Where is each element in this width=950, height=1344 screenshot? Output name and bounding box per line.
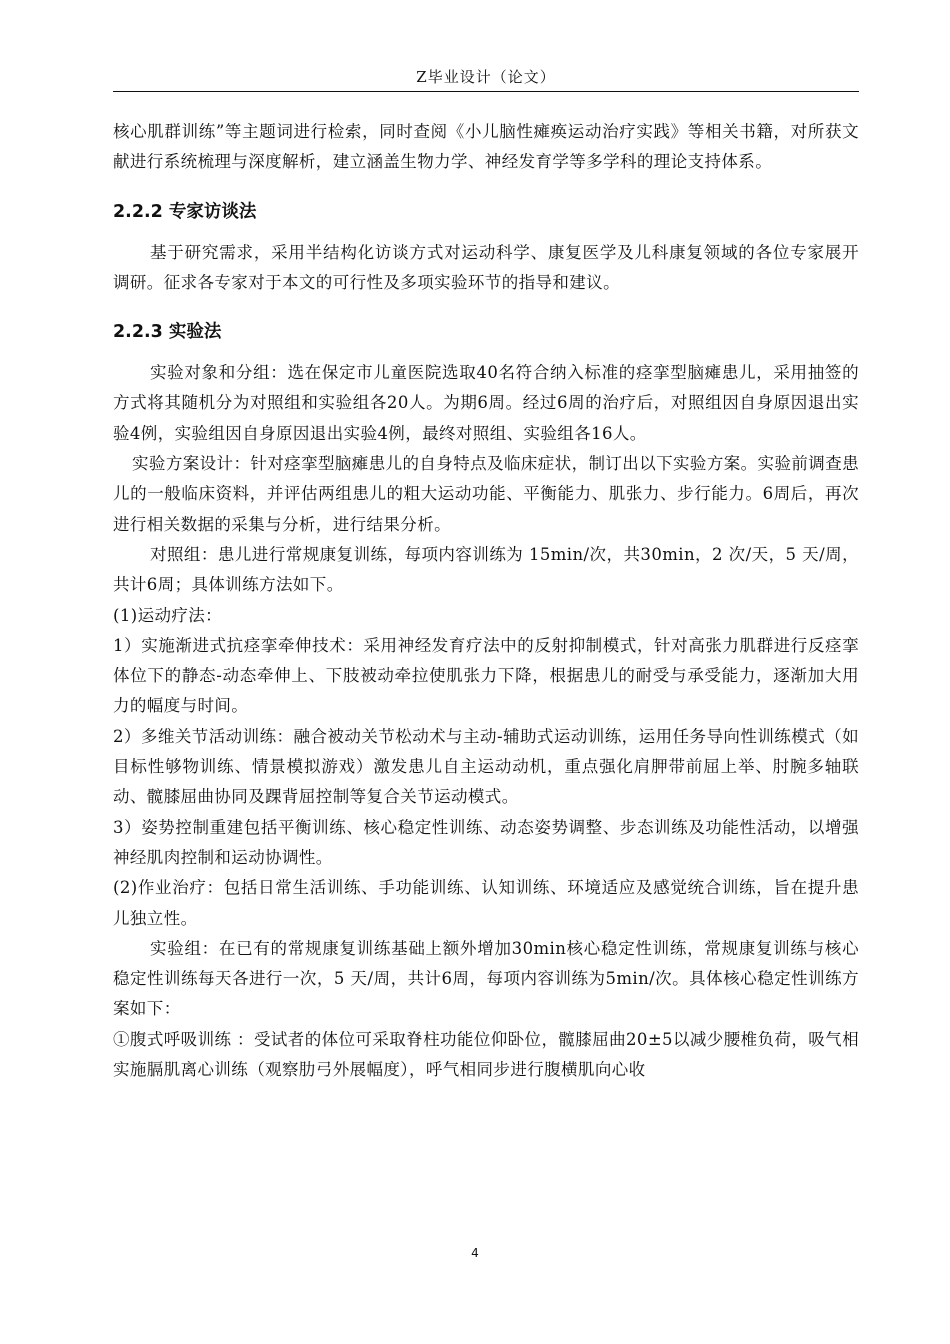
section-heading-2-2-2: 2.2.2 专家访谈法	[113, 201, 257, 222]
paragraph-control-group: 对照组：患儿进行常规康复训练，每项内容训练为 15min/次，共30min，2 次/天，5 天/周，共计6周；具体训练方法如下。	[113, 544, 859, 595]
header-divider	[113, 91, 859, 92]
document-body	[113, 117, 859, 1085]
paragraph-experiment-group: 实验组：在已有的常规康复训练基础上额外增加30min核心稳定性训练，常规康复训练与核心稳定性训练每天各进行一次，5 天/周，共计6周，每项内容训练为5min/次。具体核心稳定性训练方案如下：	[113, 938, 859, 1019]
paragraph-expert-interview: 基于研究需求，采用半结构化访谈方式对运动科学、康复医学及儿科康复领域的各位专家展开调研。征求各专家对于本文的可行性及多项实验环节的指导和建议。	[113, 242, 859, 292]
paragraph-joint-training: 2）多维关节活动训练：融合被动关节松动术与主动-辅助式运动训练，运用任务导向性训练模式（如目标性够物训练、情景模拟游戏）激发患儿自主运动动机，重点强化肩胛带前屈上举、肘腕多轴联动、髋膝屈曲协同及踝背屈控制等复合关节运动模式。	[113, 726, 859, 807]
page-header: Z毕业设计（论文）	[416, 68, 556, 86]
paragraph-exercise-therapy-title: (1)运动疗法：	[113, 605, 223, 625]
paragraph-subjects-grouping: 实验对象和分组：选在保定市儿童医院选取40名符合纳入标准的痉挛型脑瘫患儿，采用抽签的方式将其随机分为对照组和实验组各20人。为期6周。经过6周的治疗后，对照组因自身原因退出实验4例，实验组因自身原因退出实验4例，最终对照组、实验组各16人。	[113, 363, 859, 443]
section-heading-2-2-3: 2.2.3 实验法	[113, 322, 222, 343]
paragraph-abdominal-breathing: ①腹式呼吸训练 ：受试者的体位可采取脊柱功能位仰卧位，髋膝屈曲20±5以减少腰椎负荷，吸气相实施膈肌离心训练（观察肋弓外展幅度），呼气相同步进行腹横肌向心收	[113, 1029, 859, 1080]
paragraph-experiment-design: 实验方案设计：针对痉挛型脑瘫患儿的自身特点及临床症状，制订出以下实验方案。实验前调查患儿的一般临床资料，并评估两组患儿的粗大运动功能、平衡能力、肌张力、步行能力。6周后，再次进行相关数据的采集与分析，进行结果分析。	[113, 454, 859, 534]
paragraph-literature-continued: 核心肌群训练”等主题词进行检索，同时查阅《小儿脑性瘫痪运动治疗实践》等相关书籍，对所获文献进行系统梳理与深度解析，建立涵盖生物力学、神经发育学等多学科的理论支持体系。	[113, 122, 859, 172]
paragraph-posture-control: 3）姿势控制重建包括平衡训练、核心稳定性训练、动态姿势调整、步态训练及功能性活动，以增强神经肌肉控制和运动协调性。	[113, 817, 859, 867]
page-number: 4	[471, 1246, 479, 1260]
paragraph-stretching: 1）实施渐进式抗痉挛牵伸技术：采用神经发育疗法中的反射抑制模式，针对高张力肌群进行反痉挛体位下的静态-动态牵伸上、下肢被动牵拉使肌张力下降，根据患儿的耐受与承受能力，逐渐加大用力的幅度与时间。	[113, 635, 859, 716]
paragraph-occupational-therapy: (2)作业治疗：包括日常生活训练、手功能训练、认知训练、环境适应及感觉统合训练，旨在提升患儿独立性。	[113, 878, 859, 928]
